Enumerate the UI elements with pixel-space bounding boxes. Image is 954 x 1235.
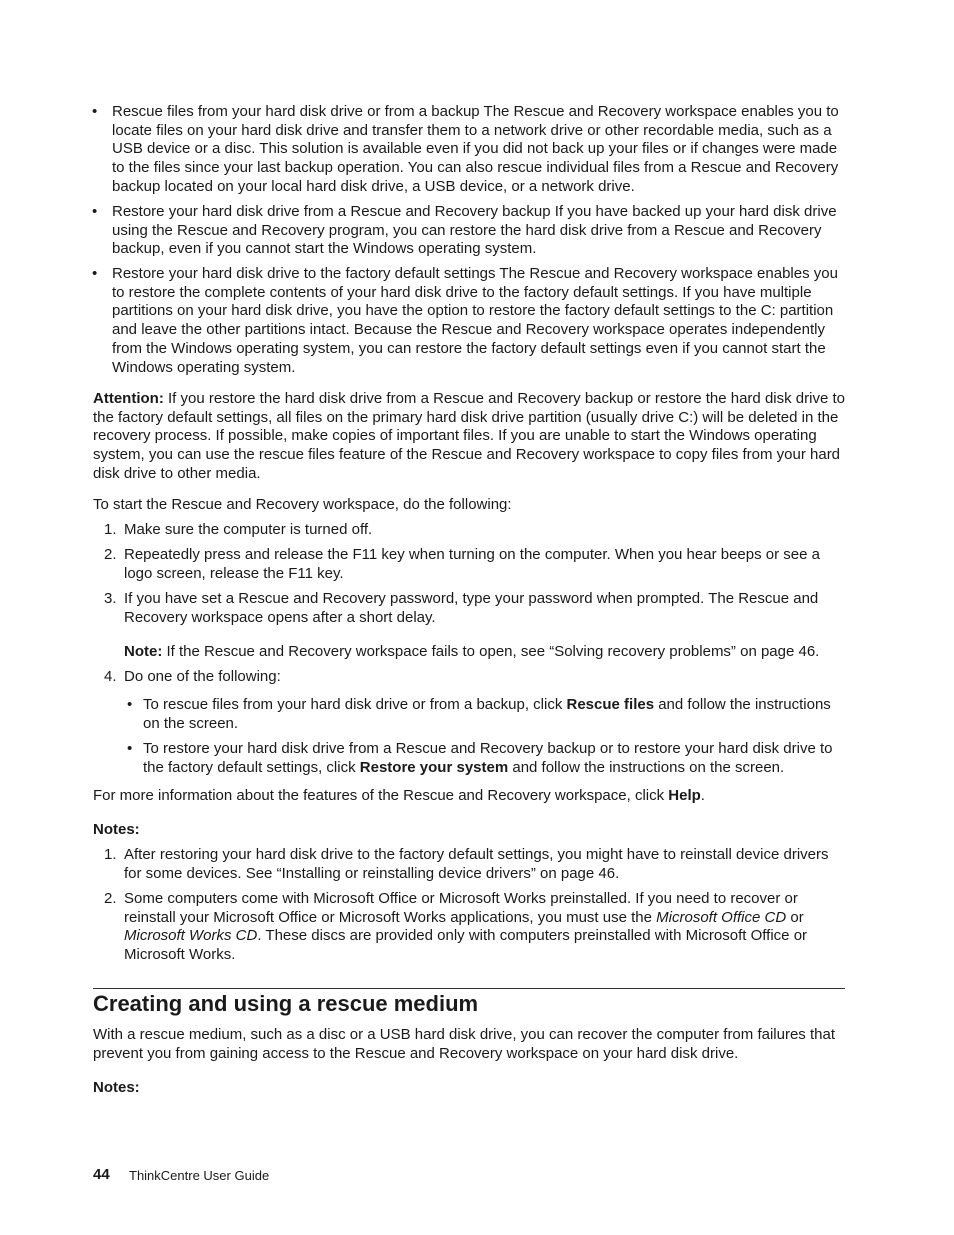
text-segment: To rescue files from your hard disk drive or from a backup, click	[143, 696, 567, 713]
text-segment: After restoring your hard disk drive to the factory default settings, you might have to reinstall device drivers for some devices. See “Installing or reinstalling device drivers” on page 46.	[124, 846, 829, 882]
text	[124, 590, 848, 627]
bold-text: Help	[668, 787, 701, 804]
list-marker: •	[92, 265, 98, 282]
list-marker: 4.	[104, 668, 117, 685]
italic-text: Microsoft Office CD	[656, 908, 787, 926]
text-segment: Do one of the following:	[124, 668, 281, 685]
list-item	[124, 696, 848, 733]
paragraph	[93, 1079, 848, 1098]
paragraph	[93, 1026, 848, 1063]
italic-text: Microsoft Works CD	[124, 927, 258, 945]
text	[143, 740, 848, 777]
text	[124, 643, 819, 660]
text	[93, 390, 845, 482]
paragraph	[93, 496, 848, 515]
paragraph	[93, 787, 848, 806]
list-marker: 1.	[104, 846, 117, 863]
paragraph	[93, 390, 848, 484]
list-marker: •	[92, 203, 98, 220]
bold-text: Note:	[124, 643, 163, 660]
text-segment: . These discs are provided only with computers preinstalled with Microsoft Office or Microsoft Works.	[124, 927, 808, 964]
list-marker: 2.	[104, 890, 117, 907]
text-segment: If you restore the hard disk drive from a Rescue and Recovery backup or restore the hard disk drive to the factory default settings, all files on the primary hard disk drive partition (usually drive C:) will be deleted in the recovery process. If possible, make copies of important files. If you are unable to start the Windows operating system, you can use the rescue files feature of the Rescue and Recovery workspace to copy files from your hard disk drive to other media.	[93, 390, 845, 482]
list-item	[93, 668, 848, 687]
text-segment: .	[700, 787, 705, 804]
text	[93, 1079, 140, 1096]
text	[93, 821, 140, 838]
list-item	[92, 265, 848, 377]
text-segment: and follow the instructions on the screen.	[143, 696, 831, 732]
text	[124, 668, 848, 687]
bold-text: Restore your system	[359, 758, 509, 776]
text-segment: To restore your hard disk drive from a Rescue and Recovery backup or to restore your hard disk drive to the factory default settings, click	[143, 740, 833, 776]
text-segment: Restore your hard disk drive to the factory default settings The Rescue and Recovery workspace enables you to restore the complete contents of your hard disk drive to the factory default settings. If you have multiple partitions on your hard disk drive, you have the option to restore the factory default settings to the C: partition and leave the other partitions intact. Because the Rescue and Recovery workspace operates independently from the Windows operating system, you can restore the factory default settings even if you cannot start the Windows operating system.	[112, 265, 838, 376]
list-marker: 2.	[104, 546, 117, 563]
bold-text: Notes:	[93, 821, 140, 838]
text-segment: Repeatedly press and release the F11 key when turning on the computer. When you hear beeps or see a logo screen, release the F11 key.	[124, 546, 820, 582]
list-marker: 1.	[104, 521, 117, 538]
text-segment: Restore your hard disk drive from a Rescue and Recovery backup If you have backed up your hard disk drive using the Rescue and Recovery program, you can restore the hard disk drive from a Rescue and Recovery backup, even if you cannot start the Windows operating system.	[112, 203, 837, 258]
text	[124, 846, 848, 883]
text	[112, 265, 838, 376]
section-heading: Creating and using a rescue medium	[93, 991, 479, 1016]
list-item	[124, 740, 848, 777]
paragraph	[93, 821, 848, 840]
list-marker: •	[127, 696, 133, 713]
text	[124, 890, 848, 965]
list-item	[93, 521, 848, 540]
text-segment: With a rescue medium, such as a disc or a USB hard disk drive, you can recover the computer from failures that prevent you from gaining access to the Rescue and Recovery workspace on your hard disk drive.	[93, 1026, 835, 1062]
text-segment: or	[786, 908, 804, 926]
text-segment: Some computers come with Microsoft Office or Microsoft Works preinstalled. If you need to recover or reinstall your Microsoft Office or Microsoft Works applications, you must use the	[124, 890, 798, 926]
bold-text: Rescue files	[566, 696, 655, 713]
list-item	[93, 590, 848, 627]
list-marker: 3.	[104, 590, 117, 607]
text	[112, 103, 839, 195]
text-segment: To start the Rescue and Recovery workspace, do the following:	[93, 496, 512, 513]
list-marker: •	[127, 740, 133, 757]
text	[112, 203, 837, 257]
footer-title: ThinkCentre User Guide	[129, 1168, 270, 1183]
section-divider	[93, 988, 845, 989]
list-marker: •	[92, 103, 98, 120]
list-item	[93, 846, 848, 883]
list-item	[93, 546, 848, 583]
text	[143, 696, 848, 733]
text	[93, 1026, 835, 1062]
text-segment: Rescue files from your hard disk drive or from a backup The Rescue and Recovery workspace enables you to locate files on your hard disk drive and transfer them to a network drive or other recordable media, such as a USB device or a disc. This solution is available even if you did not back up your files or if changes were made to the files since your last backup operation. You can also rescue individual files from a Rescue and Recovery backup located on your local hard disk drive, a USB device, or a network drive.	[112, 103, 839, 195]
bold-text: Notes:	[93, 1079, 140, 1096]
bold-text: Attention:	[93, 390, 164, 407]
text	[93, 496, 512, 513]
page-number: 44	[93, 1166, 110, 1183]
text-segment: For more information about the features of the Rescue and Recovery workspace, click	[93, 787, 669, 804]
text-segment: If the Rescue and Recovery workspace fails to open, see “Solving recovery problems” on page 46.	[162, 643, 820, 660]
note-paragraph	[124, 643, 848, 662]
list-item	[93, 890, 848, 965]
text	[124, 521, 848, 540]
list-item	[92, 103, 848, 197]
text-segment: If you have set a Rescue and Recovery password, type your password when prompted. The Rescue and Recovery workspace opens after a short delay.	[124, 590, 819, 626]
text	[124, 546, 848, 583]
text	[93, 787, 705, 804]
text-segment: Make sure the computer is turned off.	[124, 521, 373, 538]
list-item	[92, 203, 848, 259]
text-segment: and follow the instructions on the screen.	[508, 758, 785, 776]
